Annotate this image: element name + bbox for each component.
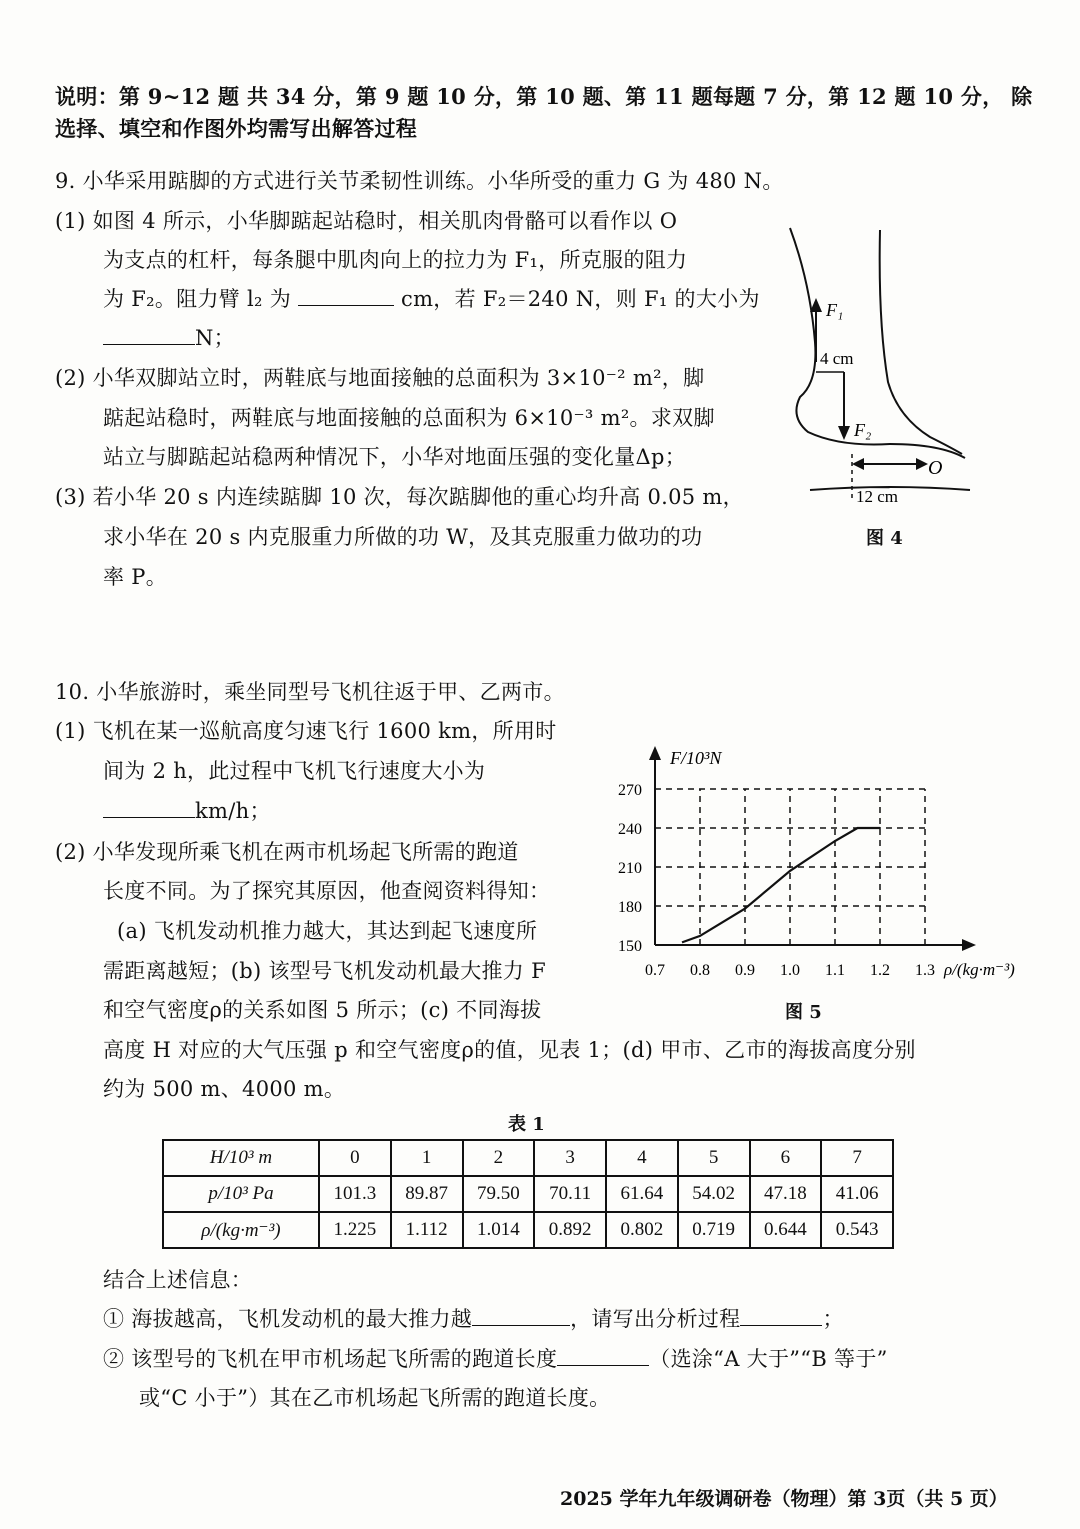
q9-p1-line3-b: cm，若 F₂＝240 N，则 F₁ 的大小为 — [401, 287, 760, 311]
foot-front-outline — [880, 230, 962, 454]
figure-4-caption: 图 4 — [866, 528, 903, 549]
q9-p1-line4-b: N； — [195, 326, 235, 350]
answer-blank-analysis[interactable] — [740, 1305, 822, 1326]
q10-sub1-b: ，请写出分析过程 — [570, 1307, 741, 1331]
q9-p3-line1: (3) 若小华 20 s 内连续踮脚 10 次，每次踮脚他的重心均升高 0.05 m， — [55, 485, 744, 509]
q10-p2-line1: (2) 小华发现所乘飞机在两市机场起飞所需的跑道 — [55, 840, 519, 864]
q10-p1-line3-b: km/h； — [195, 799, 271, 823]
q9-p1-line4 — [103, 324, 235, 352]
q9-p2-line1: (2) 小华双脚站立时，两鞋底与地面接触的总面积为 3×10⁻² m²，脚 — [55, 366, 705, 390]
answer-blank-thrust[interactable] — [472, 1305, 570, 1326]
q10-p2-line7: 约为 500 m、4000 m。 — [103, 1077, 346, 1101]
table-cell: 89.87 — [391, 1176, 463, 1212]
y-tick-label: 150 — [618, 938, 642, 955]
q10-sub1-a: ① 海拔越高，飞机发动机的最大推力越 — [103, 1307, 473, 1331]
table-row-altitude — [163, 1140, 893, 1176]
q10-combine: 结合上述信息： — [103, 1268, 253, 1292]
q10-p2-line6: 高度 H 对应的大气压强 p 和空气密度ρ的值，见表 1；(d) 甲市、乙市的海拔高度分别 — [103, 1038, 916, 1062]
x-tick-label: 0.7 — [645, 962, 665, 979]
answer-blank-l2[interactable] — [298, 285, 394, 306]
x-tick-label: 1.1 — [825, 962, 845, 979]
q10-p2-line4: 需距离越短；(b) 该型号飞机发动机最大推力 F — [103, 959, 546, 983]
q10-sub2-line2: 或“C 小于”）其在乙市机场起飞所需的跑道长度。 — [139, 1386, 611, 1410]
q9-p2-line3: 站立与脚踮起站稳两种情况下，小华对地面压强的变化量Δp； — [103, 445, 687, 469]
q9-p2-line2: 踮起站稳时，两鞋底与地面接触的总面积为 6×10⁻³ m²。求双脚 — [103, 406, 715, 430]
table-cell: 0.802 — [606, 1212, 678, 1248]
f2-label: F₂ — [854, 420, 872, 440]
note-line-2: 选择、填空和作图外均需写出解答过程 — [55, 116, 418, 141]
table-cell: 5 — [678, 1140, 750, 1176]
q10-sub2-a: ② 该型号的飞机在甲市机场起飞所需的跑道长度 — [103, 1347, 558, 1371]
row-label: H/10³ m — [163, 1140, 319, 1176]
x-tick-label: 0.8 — [690, 962, 710, 979]
table-1-caption: 表 1 — [508, 1114, 545, 1135]
y-tick-label: 240 — [618, 821, 642, 838]
y-axis-label: F/10³N — [670, 748, 722, 768]
l2-arrowhead-right — [916, 458, 928, 470]
q10-stem: 10. 小华旅游时，乘坐同型号飞机往返于甲、乙两市。 — [55, 680, 565, 704]
q9-p3-line2: 求小华在 20 s 内克服重力所做的功 W，及其克服重力做功的功 — [103, 525, 703, 549]
row-label: ρ/(kg·m⁻³) — [163, 1212, 319, 1248]
q10-sub2-b: （选涂“A 大于”“B 等于” — [649, 1347, 888, 1371]
f1-label: F₁ — [826, 300, 844, 320]
table-cell: 41.06 — [821, 1176, 893, 1212]
q10-sub1 — [103, 1305, 844, 1333]
dimension-4cm: 4 cm — [820, 349, 854, 368]
q10-sub2 — [103, 1345, 888, 1373]
table-cell: 0.543 — [821, 1212, 893, 1248]
table-cell: 3 — [534, 1140, 606, 1176]
f1-arrowhead — [810, 298, 822, 312]
table-cell: 4 — [606, 1140, 678, 1176]
q9-p1-line2: 为支点的杠杆，每条腿中肌肉向上的拉力为 F₁，所克服的阻力 — [103, 248, 688, 272]
q10-sub1-c: ； — [822, 1307, 844, 1331]
answer-blank-f1[interactable] — [103, 324, 195, 345]
q10-p2-line3: (a) 飞机发动机推力越大，其达到起飞速度所 — [117, 919, 538, 943]
table-cell: 101.3 — [319, 1176, 391, 1212]
q9-p1-line3 — [103, 285, 760, 313]
row-label: p/10³ Pa — [163, 1176, 319, 1212]
x-axis-label: ρ/(kg·m⁻³) — [944, 960, 1015, 979]
note-line-1: 说明：第 9~12 题 共 34 分，第 9 题 10 分，第 10 题、第 11 题每题 7 分，第 12 题 10 分， 除 — [55, 84, 1033, 109]
table-cell: 47.18 — [750, 1176, 822, 1212]
dimension-12cm: 12 cm — [856, 487, 899, 506]
q9-p1-line3-a: 为 F₂。阻力臂 l₂ 为 — [103, 287, 292, 311]
x-tick-label: 0.9 — [735, 962, 755, 979]
y-tick-label: 180 — [618, 899, 642, 916]
q9-stem: 9. 小华采用踮脚的方式进行关节柔韧性训练。小华所受的重力 G 为 480 N。 — [55, 169, 784, 193]
table-row-pressure — [163, 1176, 893, 1212]
table-cell: 70.11 — [534, 1176, 606, 1212]
figure-5-chart — [610, 740, 1050, 990]
table-cell: 0.719 — [678, 1212, 750, 1248]
table-row-density — [163, 1212, 893, 1248]
q9-p3-line3: 率 P。 — [103, 565, 168, 589]
q10-p1-line1: (1) 飞机在某一巡航高度匀速飞行 1600 km，所用时 — [55, 719, 557, 743]
figure-5-caption: 图 5 — [785, 1002, 822, 1023]
table-cell: 6 — [750, 1140, 822, 1176]
table-cell: 0.892 — [534, 1212, 606, 1248]
grid — [655, 789, 925, 945]
q9-p1-line1: (1) 如图 4 所示，小华脚踮起站稳时，相关肌肉骨骼可以看作以 O — [55, 209, 678, 233]
table-cell: 0 — [319, 1140, 391, 1176]
x-tick-label: 1.0 — [780, 962, 800, 979]
pivot-o-label: O — [928, 457, 943, 479]
table-cell: 7 — [821, 1140, 893, 1176]
y-tick-label: 270 — [618, 782, 642, 799]
x-tick-label: 1.2 — [870, 962, 890, 979]
q10-p1-line2: 间为 2 h，此过程中飞机飞行速度大小为 — [103, 759, 486, 783]
answer-blank-speed[interactable] — [103, 797, 195, 818]
table-cell: 0.644 — [750, 1212, 822, 1248]
q10-p2-line2: 长度不同。为了探究其原因，他查阅资料得知： — [103, 879, 551, 903]
table-cell: 1.014 — [463, 1212, 535, 1248]
table-cell: 1 — [391, 1140, 463, 1176]
table-cell: 1.225 — [319, 1212, 391, 1248]
x-tick-label: 1.3 — [915, 962, 935, 979]
table-cell: 1.112 — [391, 1212, 463, 1248]
x-axis-arrowhead — [962, 939, 976, 951]
page-footer: 2025 学年九年级调研卷（物理）第 3页（共 5 页） — [560, 1488, 1008, 1510]
f2-arrowhead — [838, 426, 850, 440]
table-cell: 2 — [463, 1140, 535, 1176]
table-cell: 79.50 — [463, 1176, 535, 1212]
table-cell: 54.02 — [678, 1176, 750, 1212]
l2-arrowhead-left — [852, 458, 864, 470]
table-1 — [162, 1139, 894, 1249]
figure-4-foot-lever — [780, 222, 980, 522]
q10-p2-line5: 和空气密度ρ的关系如图 5 所示；(c) 不同海拔 — [103, 998, 542, 1022]
q10-p1-line3 — [103, 797, 271, 825]
series-f-line — [682, 828, 880, 942]
ticks — [618, 782, 935, 979]
table-cell: 61.64 — [606, 1176, 678, 1212]
y-tick-label: 210 — [618, 860, 642, 877]
y-axis-arrowhead — [649, 746, 661, 760]
answer-blank-runway[interactable] — [557, 1345, 649, 1366]
